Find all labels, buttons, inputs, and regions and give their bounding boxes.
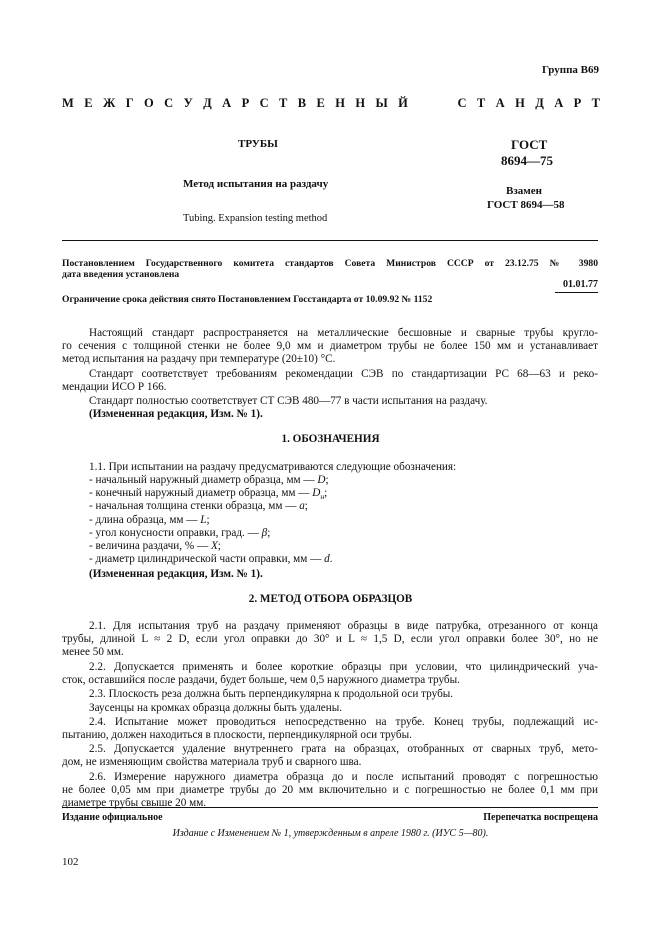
banner-letter: Е (316, 96, 325, 110)
designation-item (89, 500, 308, 512)
section-paragraph: 1.1. При испытании на раздачу предусматриваются следующие обозначения: (89, 461, 457, 473)
banner-letter: Р (573, 96, 582, 110)
section-line: не более 0,05 мм при диаметре трубы до 20 мм включительно и с погрешностью не более 0,1 мм при (62, 784, 598, 796)
intro-line: Настоящий стандарт распространяется на металлические бесшовные и сварные трубы кругло- (89, 327, 598, 339)
document-title: ТРУБЫ (238, 138, 278, 150)
edition-note: Издание с Изменением № 1, утвержденным в апреле 1980 г. (ИУС 5—80). (172, 828, 489, 839)
section-line: 2.1. Для испытания труб на раздачу применяют образцы в виде патрубка, отрезанного от конца (89, 620, 598, 632)
section-line: менее 50 мм. (62, 646, 124, 658)
footer (62, 812, 598, 823)
intro-line: Стандарт полностью соответствует СТ СЭВ 480—77 в части испытания на раздачу. (89, 395, 488, 407)
designation-text: - длина образца, мм — (89, 513, 201, 526)
banner-letter: С (457, 96, 467, 110)
section-line: пытанию, должен находиться в плоскости, перпендикулярной оси трубы. (62, 729, 412, 741)
english-title: Tubing. Expansion testing method (183, 213, 328, 224)
designation-end: ; (267, 526, 271, 539)
banner-letter: Е (84, 96, 93, 110)
banner-letter: Т (476, 96, 486, 110)
banner-letter: Т (591, 96, 600, 110)
section-line: 2.5. Допускается удаление внутреннего грата на образцах, отобранных от сварных труб, мето- (89, 743, 598, 755)
banner-letter: Й (398, 96, 408, 110)
gost-number: 8694—75 (501, 153, 553, 168)
designation-text: - угол конусности оправки, град. — (89, 526, 262, 539)
banner-word-standard (458, 96, 601, 111)
standard-banner (62, 96, 600, 111)
section-line: 2.3. Плоскость реза должна быть перпендикулярна к продольной оси трубы. (89, 688, 454, 700)
designation-symbol: β (261, 526, 268, 539)
designation-item (89, 487, 327, 501)
limit-note: Ограничение срока действия снято Постановлением Госстандарта от 10.09.92 № 1152 (62, 294, 433, 305)
decree-line: Постановлением Государственного комитета стандартов Совета Министров СССР от 23.12.75 № 3980 (62, 258, 598, 269)
banner-letter: У (183, 96, 193, 110)
banner-letter: Д (535, 96, 544, 110)
banner-letter: С (259, 96, 269, 110)
designation-symbol: a (299, 500, 305, 513)
designation-item (89, 527, 270, 539)
header-divider (62, 240, 598, 241)
banner-letter: Ы (375, 96, 388, 110)
amendment-note: (Измененная редакция, Изм. № 1). (89, 568, 263, 580)
group-code: Группа В69 (541, 64, 599, 76)
banner-letter: А (495, 96, 505, 110)
designation-end: ; (206, 513, 210, 526)
designation-text: - начальный наружный диаметр образца, мм — (89, 474, 318, 486)
intro-line: го сечения с толщиной стенки не более 9,0 мм и диаметром трубы не более 150 мм и устанавливает (62, 340, 598, 352)
section-line: сток, оставшийся после раздачи, будет больше, чем 0,5 наружного диаметра трубы. (62, 674, 460, 686)
banner-letter: Д (203, 96, 212, 110)
replaces-label: Взамен (506, 185, 542, 197)
section-line: Заусенцы на кромках образца должны быть удалены. (89, 702, 343, 714)
banner-letter: Н (355, 96, 366, 110)
decree-date-label: дата введения установлена (62, 269, 180, 280)
designation-end: . (329, 553, 333, 566)
banner-letter: Н (335, 96, 345, 110)
banner-letter: Г (125, 96, 134, 110)
banner-letter: В (297, 96, 307, 110)
designation-text: - величина раздачи, % — (89, 540, 211, 552)
designation-end: ; (217, 540, 221, 552)
designation-symbol: D (312, 487, 321, 500)
section-heading: 2. МЕТОД ОТБОРА ОБРАЗЦОВ (248, 593, 413, 605)
reprint-notice: Перепечатка воспрещена (483, 812, 598, 823)
designation-text: - диаметр цилиндрической части оправки, мм — (89, 553, 325, 566)
banner-letter: А (222, 96, 232, 110)
gost-label: ГОСТ (511, 137, 548, 152)
date-underline (555, 292, 598, 293)
designation-symbol: D (317, 474, 326, 486)
banner-letter: М (62, 96, 74, 110)
designation-item (89, 514, 210, 526)
banner-letter: А (554, 96, 564, 110)
designation-symbol: L (200, 513, 207, 526)
replaces-value: ГОСТ 8694—58 (487, 199, 565, 211)
section-heading: 1. ОБОЗНАЧЕНИЯ (281, 433, 380, 445)
section-line: трубы, длиной L ≈ 2 D, если угол оправки до 30° и L ≈ 1,5 D, если угол оправки более 30°, но не (62, 633, 598, 645)
designation-end: ; (325, 474, 329, 486)
footer-divider (62, 807, 598, 808)
intro-line: метод испытания на раздачу при температуре (20±10) °С. (62, 353, 336, 365)
page-number: 102 (62, 856, 79, 868)
banner-letter: Р (241, 96, 250, 110)
banner-letter: Н (515, 96, 525, 110)
intro-line: Стандарт соответствует требованиям рекомендации СЭВ по стандартизации РС 68—63 и реко- (89, 368, 598, 380)
designation-text: - конечный наружный диаметр образца, мм — (89, 487, 313, 500)
designation-subscript: н (320, 493, 325, 502)
banner-letter: О (144, 96, 154, 110)
banner-word-interstate (62, 96, 408, 111)
section-line: дом, не изменяющим свойства материала труб и сварного шва. (62, 756, 362, 768)
amendment-note: (Измененная редакция, Изм. № 1). (89, 408, 263, 420)
designation-end: ; (304, 500, 308, 513)
designation-text: - начальная толщина стенки образца, мм — (89, 500, 300, 513)
designation-item (89, 540, 221, 552)
designation-symbol: X (210, 540, 218, 552)
section-line: 2.2. Допускается применять и более короткие образцы при условии, что цилиндрический уча- (89, 661, 598, 673)
section-line: 2.6. Измерение наружного диаметра образца до и после испытаний проводят с погрешностью (89, 771, 598, 783)
section-line: 2.4. Испытание может проводиться непосредственно на трубе. Конец трубы, подлежащий ис- (89, 716, 598, 728)
designation-item (89, 474, 329, 486)
designation-end: ; (324, 487, 328, 500)
document-subtitle: Метод испытания на раздачу (183, 178, 329, 190)
section-line: диаметре трубы свыше 20 мм. (62, 797, 207, 809)
designation-item (89, 553, 333, 565)
official-edition: Издание официальное (62, 812, 163, 823)
banner-letter: Ж (102, 96, 116, 110)
designation-symbol: d (324, 553, 330, 566)
intro-line: мендации ИСО Р 166. (62, 381, 167, 393)
banner-letter: С (164, 96, 174, 110)
effective-date: 01.01.77 (563, 279, 598, 290)
banner-letter: Т (279, 96, 288, 110)
